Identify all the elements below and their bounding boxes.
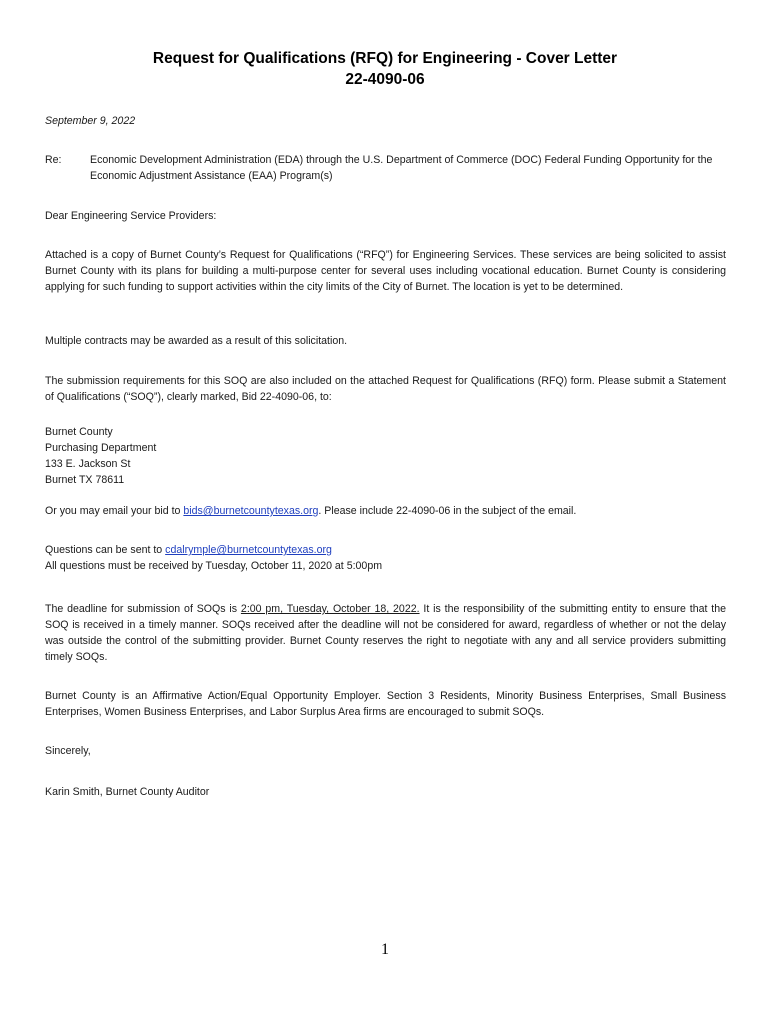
email-bid-suffix: . Please include 22-4090-06 in the subject of the email. bbox=[318, 505, 577, 517]
closing: Sincerely, bbox=[45, 745, 91, 757]
page-number: 1 bbox=[381, 941, 389, 958]
document-title: Request for Qualifications (RFQ) for Engineering - Cover Letter bbox=[152, 50, 618, 67]
paragraph-submission: The submission requirements for this SOQ are also included on the attached Request for Qualifications (RFQ) form. Please submit a Statement of Qualifications (“SOQ”), clearly marked, Bid 22-4090-06, to: bbox=[45, 375, 726, 403]
address-line: Burnet TX 78611 bbox=[45, 474, 125, 486]
re-subject: Economic Development Administration (EDA) through the U.S. Department of Commerce (DOC) Federal Funding Opportunity for the Economic Adjustment Assistance (EAA) Program(s) bbox=[90, 154, 713, 182]
questions-block bbox=[45, 542, 726, 574]
deadline-prefix: The deadline for submission of SOQs is bbox=[45, 603, 241, 615]
paragraph-multiple-contracts: Multiple contracts may be awarded as a result of this solicitation. bbox=[45, 335, 348, 347]
paragraph-deadline bbox=[45, 601, 726, 665]
signature: Karin Smith, Burnet County Auditor bbox=[45, 786, 210, 798]
deadline-date: 2:00 pm, Tuesday, October 18, 2022. bbox=[240, 603, 420, 615]
questions-email-link[interactable]: cdalrymple@burnetcountytexas.org bbox=[165, 544, 332, 556]
paragraph-attached: Attached is a copy of Burnet County’s Request for Qualifications (“RFQ”) for Engineering Services. These services are being solicited to assist Burnet County with its plans for building a multi-purpose center for several uses including vocational education. Burnet County is considering applying for such funding to support activities within the city limits of the City of Burnet. The location is yet to be determined. bbox=[45, 249, 726, 293]
questions-deadline: All questions must be received by Tuesday, October 11, 2020 at 5:00pm bbox=[45, 560, 383, 572]
address-line: 133 E. Jackson St bbox=[45, 458, 131, 470]
address-line: Purchasing Department bbox=[45, 442, 157, 454]
letter-date: September 9, 2022 bbox=[45, 115, 136, 127]
questions-line bbox=[45, 542, 726, 558]
address-line: Burnet County bbox=[45, 426, 113, 438]
bid-number-title: 22-4090-06 bbox=[345, 71, 425, 88]
email-bid-line bbox=[45, 503, 726, 519]
mailing-address bbox=[45, 424, 726, 488]
questions-prefix: Questions can be sent to bbox=[45, 544, 166, 556]
re-label: Re: bbox=[45, 154, 62, 166]
email-bid-prefix: Or you may email your bid to bbox=[45, 505, 184, 517]
bids-email-link[interactable]: bids@burnetcountytexas.org bbox=[183, 505, 319, 517]
salutation: Dear Engineering Service Providers: bbox=[45, 210, 217, 222]
paragraph-eeo: Burnet County is an Affirmative Action/Equal Opportunity Employer. Section 3 Residents, Minority Business Enterprises, Small Business Enterprises, Women Business Enterprises, and Labor Surplus Area firms are encouraged to submit SOQs. bbox=[45, 690, 726, 718]
deadline-suffix: It is the responsibility of the submitting entity to ensure that the SOQ is received in a timely manner. SOQs received after the deadline will not be considered for award, regardless of whether or not the delay was outside the control of the submitting provider. Burnet County reserves the right to negotiate with any and all service providers submitting timely SOQs. bbox=[45, 603, 726, 663]
